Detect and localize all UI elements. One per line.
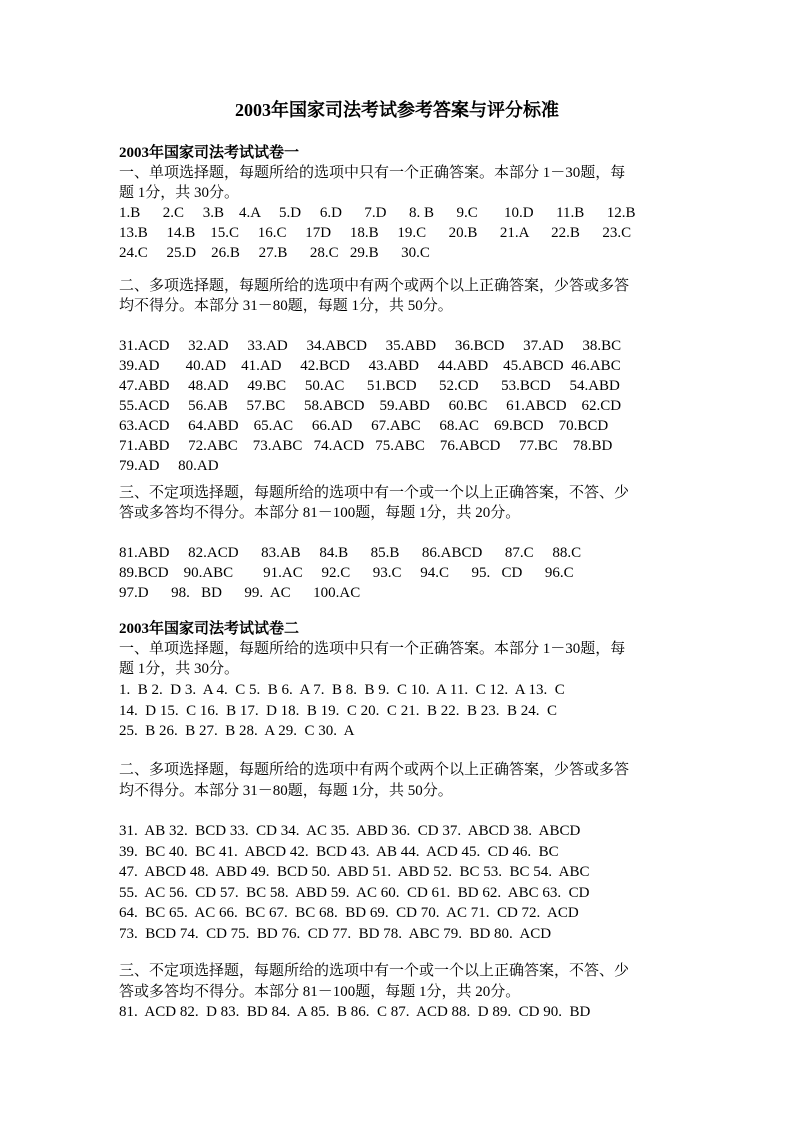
paper1-heading: 2003年国家司法考试试卷一 — [119, 145, 300, 161]
paper1-s3-instruction-2: 答或多答均不得分。本部分 81－100题，每题 1分，共 20分。 — [119, 505, 521, 521]
paper2-s2-instruction-2: 均不得分。本部分 31－80题，每题 1分，共 50分。 — [119, 782, 453, 799]
paper1-section2 — [119, 276, 679, 316]
paper2-s2-answers-4: 55. AC 56. CD 57. BC 58. ABD 59. AC 60. CD 61. BD 62. ABC 63. CD — [119, 884, 590, 901]
paper1-s3-instruction-1: 三、不定项选择题，每题所给的选项中有一个或一个以上正确答案，不答、少 — [119, 485, 630, 501]
paper1-s2-answers-4: 55.ACD 56.AB 57.BC 58.ABCD 59.ABD 60.BC 61.ABCD 62.CD — [119, 398, 622, 414]
paper2-s3-answers-1: 81. ACD 82. D 83. BD 84. A 85. B 86. C 87. ACD 88. D 89. CD 90. BD — [119, 1004, 591, 1021]
paper1-section2-answers — [119, 336, 679, 476]
paper2-s3-instruction-1: 三、不定项选择题，每题所给的选项中有一个或一个以上正确答案，不答、少 — [119, 963, 630, 979]
paper1-s2-answers-5: 63.ACD 64.ABD 65.AC 66.AD 67.ABC 68.AC 69.BCD 70.BCD — [119, 418, 609, 434]
paper2-s2-answers-1: 31. AB 32. BCD 33. CD 34. AC 35. ABD 36. CD 37. ABCD 38. ABCD — [119, 823, 581, 839]
paper1-s1-instruction-2: 题 1分，共 30分。 — [119, 185, 240, 201]
paper1-s1-instruction-1: 一、单项选择题，每题所给的选项中只有一个正确答案。本部分 1－30题，每 — [119, 165, 626, 181]
paper2-s2-answers-2: 39. BC 40. BC 41. ABCD 42. BCD 43. AB 44. ACD 45. CD 46. BC — [119, 843, 559, 860]
paper2-s1-answers-1: 1. B 2. D 3. A 4. C 5. B 6. A 7. B 8. B 9. C 10. A 11. C 12. A 13. C — [119, 682, 565, 698]
paper1-s2-answers-2: 39.AD 40.AD 41.AD 42.BCD 43.ABD 44.ABD 45.ABCD 46.ABC — [119, 358, 621, 374]
paper1-s1-answers-3: 24.C 25.D 26.B 27.B 28.C 29.B 30.C — [119, 245, 430, 261]
paper1-block — [119, 143, 679, 263]
paper2-s1-answers-3: 25. B 26. B 27. B 28. A 29. C 30. A — [119, 723, 355, 740]
paper2-s2-answers-6: 73. BCD 74. CD 75. BD 76. CD 77. BD 78. ABC 79. BD 80. ACD — [119, 925, 552, 942]
paper1-s3-answers-2: 89.BCD 90.ABC 91.AC 92.C 93.C 94.C 95. CD 96.C — [119, 565, 574, 581]
paper1-s2-instruction-2: 均不得分。本部分 31－80题，每题 1分，共 50分。 — [119, 298, 453, 314]
paper1-s1-answers-2: 13.B 14.B 15.C 16.C 17D 18.B 19.C 20.B 21.A 22.B 23.C — [119, 225, 632, 241]
paper1-s3-answers-1: 81.ABD 82.ACD 83.AB 84.B 85.B 86.ABCD 87.C 88.C — [119, 545, 582, 561]
paper2-s1-instruction-2: 题 1分，共 30分。 — [119, 661, 240, 677]
paper1-s2-answers-3: 47.ABD 48.AD 49.BC 50.AC 51.BCD 52.CD 53.BCD 54.ABD — [119, 378, 620, 394]
paper1-section3 — [119, 483, 679, 523]
paper2-s3-instruction-2: 答或多答均不得分。本部分 81－100题，每题 1分，共 20分。 — [119, 983, 521, 1000]
paper2-section1-answers — [119, 680, 679, 742]
paper1-section3-answers — [119, 543, 679, 603]
document-title: 2003年国家司法考试参考答案与评分标准 — [235, 100, 559, 120]
paper1-s2-answers-1: 31.ACD 32.AD 33.AD 34.ABCD 35.ABD 36.BCD 37.AD 38.BC — [119, 338, 622, 354]
paper2-block — [119, 619, 679, 679]
paper2-s1-answers-2: 14. D 15. C 16. B 17. D 18. B 19. C 20. C 21. B 22. B 23. B 24. C — [119, 702, 557, 719]
paper1-s3-answers-3: 97.D 98. BD 99. AC 100.AC — [119, 585, 361, 601]
paper2-section2-answers — [119, 821, 679, 945]
paper1-s2-answers-6: 71.ABD 72.ABC 73.ABC 74.ACD 75.ABC 76.ABCD 77.BC 78.BD — [119, 438, 613, 454]
paper2-section3 — [119, 961, 679, 1023]
paper2-s2-answers-3: 47. ABCD 48. ABD 49. BCD 50. ABD 51. ABD 52. BC 53. BC 54. ABC — [119, 864, 590, 881]
paper2-section2 — [119, 760, 679, 801]
paper2-heading: 2003年国家司法考试试卷二 — [119, 621, 300, 637]
paper2-s1-instruction-1: 一、单项选择题，每题所给的选项中只有一个正确答案。本部分 1－30题，每 — [119, 641, 626, 657]
paper1-s2-answers-7: 79.AD 80.AD — [119, 458, 219, 474]
paper2-s2-answers-5: 64. BC 65. AC 66. BC 67. BC 68. BD 69. CD 70. AC 71. CD 72. ACD — [119, 905, 579, 922]
paper1-s1-answers-1: 1.B 2.C 3.B 4.A 5.D 6.D 7.D 8. B 9.C 10.D 11.B 12.B — [119, 205, 636, 221]
paper2-s2-instruction-1: 二、多项选择题，每题所给的选项中有两个或两个以上正确答案，少答或多答 — [119, 762, 630, 778]
paper1-s2-instruction-1: 二、多项选择题，每题所给的选项中有两个或两个以上正确答案，少答或多答 — [119, 278, 630, 294]
